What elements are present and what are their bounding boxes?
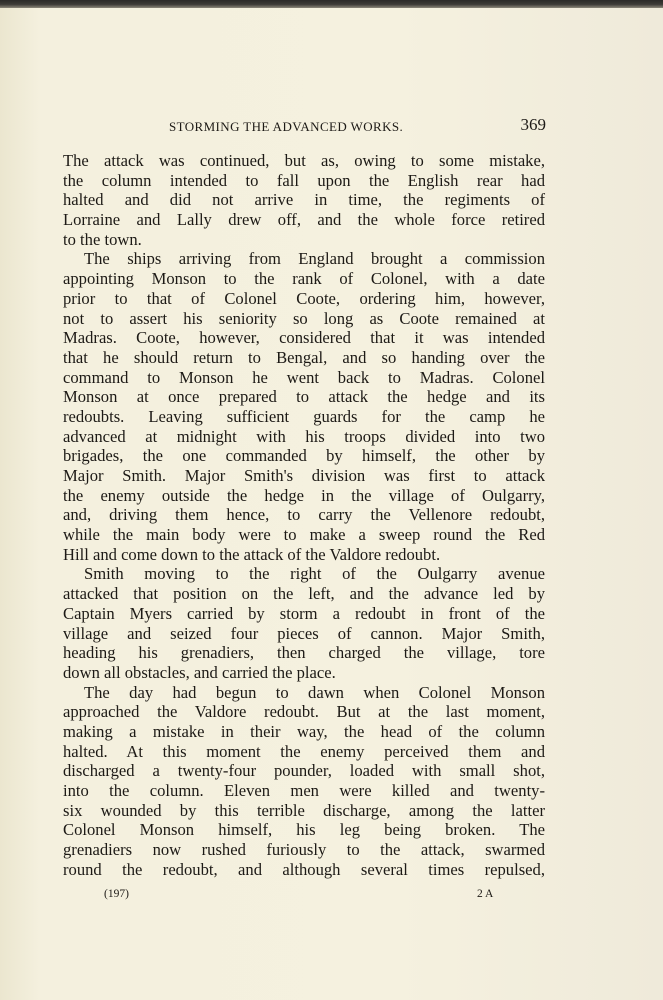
text-line: Major Smith. Major Smith's division was first to attack: [63, 466, 545, 485]
text-line: appointing Monson to the rank of Colonel, with a date: [63, 269, 545, 289]
text-line: grenadiers now rushed furiously to the attack, swarmed: [63, 840, 545, 860]
text-line: round the redoubt, and although several times repulsed,: [63, 859, 545, 879]
text-line: halted and did not arrive in time, the regiments of: [63, 190, 545, 210]
text-line: prior to that of Colonel Coote, ordering him, however,: [63, 288, 545, 308]
text-line: village and seized four pieces of cannon. Major Smith,: [63, 623, 545, 643]
running-title: STORMING THE ADVANCED WORKS.: [169, 119, 404, 134]
text-line: redoubts. Leaving sufficient guards for the camp he: [63, 406, 545, 426]
printer-mark: (197): [104, 888, 129, 900]
text-line: Smith moving to the right of the Oulgarry avenue: [84, 564, 545, 584]
running-head: [63, 115, 548, 137]
text-line: discharged a twenty-four pounder, loaded with small shot,: [63, 761, 545, 781]
text-line: The ships arriving from England brought a commission: [84, 249, 545, 269]
text-line: while the main body were to make a sweep round the Red: [63, 525, 545, 545]
text-line: approached the Valdore redoubt. But at the last moment,: [63, 702, 545, 722]
text-line: Colonel Monson himself, his leg being broken. The: [63, 820, 545, 840]
text-line: down all obstacles, and carried the place.: [63, 662, 336, 682]
text-line: Captain Myers carried by storm a redoubt in front of the: [63, 603, 545, 623]
text-line: advanced at midnight with his troops divided into two: [63, 426, 545, 446]
text-line: the column intended to fall upon the English rear had: [63, 170, 545, 190]
text-line: not to assert his seniority so long as Coote remained at: [63, 308, 545, 328]
text-line: making a mistake in their way, the head of the column: [63, 721, 545, 741]
text-line: Monson at once prepared to attack the hedge and its: [63, 387, 545, 407]
text-line: Hill and come down to the attack of the Valdore redoubt.: [63, 544, 441, 564]
text-line: The attack was continued, but as, owing to some mistake,: [63, 151, 545, 170]
text-line: halted. At this moment the enemy perceived them and: [63, 741, 545, 761]
text-line: attacked that position on the left, and the advance led by: [63, 584, 545, 604]
text-line: brigades, the one commanded by himself, the other by: [63, 446, 545, 466]
text-line: command to Monson he went back to Madras. Colonel: [63, 367, 545, 387]
text-line: Lorraine and Lally drew off, and the whole force retired: [63, 210, 545, 230]
top-edge-border: [0, 0, 663, 8]
text-line: heading his grenadiers, then charged the village, tore: [63, 643, 545, 663]
body-text: [63, 151, 545, 879]
text-line: Madras. Coote, however, considered that it was intended: [63, 328, 545, 348]
text-line: six wounded by this terrible discharge, among the latter: [63, 800, 545, 820]
signature-mark: 2 A: [477, 888, 494, 900]
text-line: and, driving them hence, to carry the Vellenore redoubt,: [63, 505, 545, 525]
text-line: The day had begun to dawn when Colonel Monson: [84, 682, 545, 702]
text-line: the enemy outside the hedge in the village of Oulgarry,: [63, 485, 545, 505]
page-footer: [63, 888, 545, 906]
text-line: that he should return to Bengal, and so handing over the: [63, 347, 545, 367]
text-line: into the column. Eleven men were killed and twenty-: [63, 781, 545, 800]
page-number: 369: [520, 115, 546, 134]
text-line: to the town.: [63, 229, 142, 249]
